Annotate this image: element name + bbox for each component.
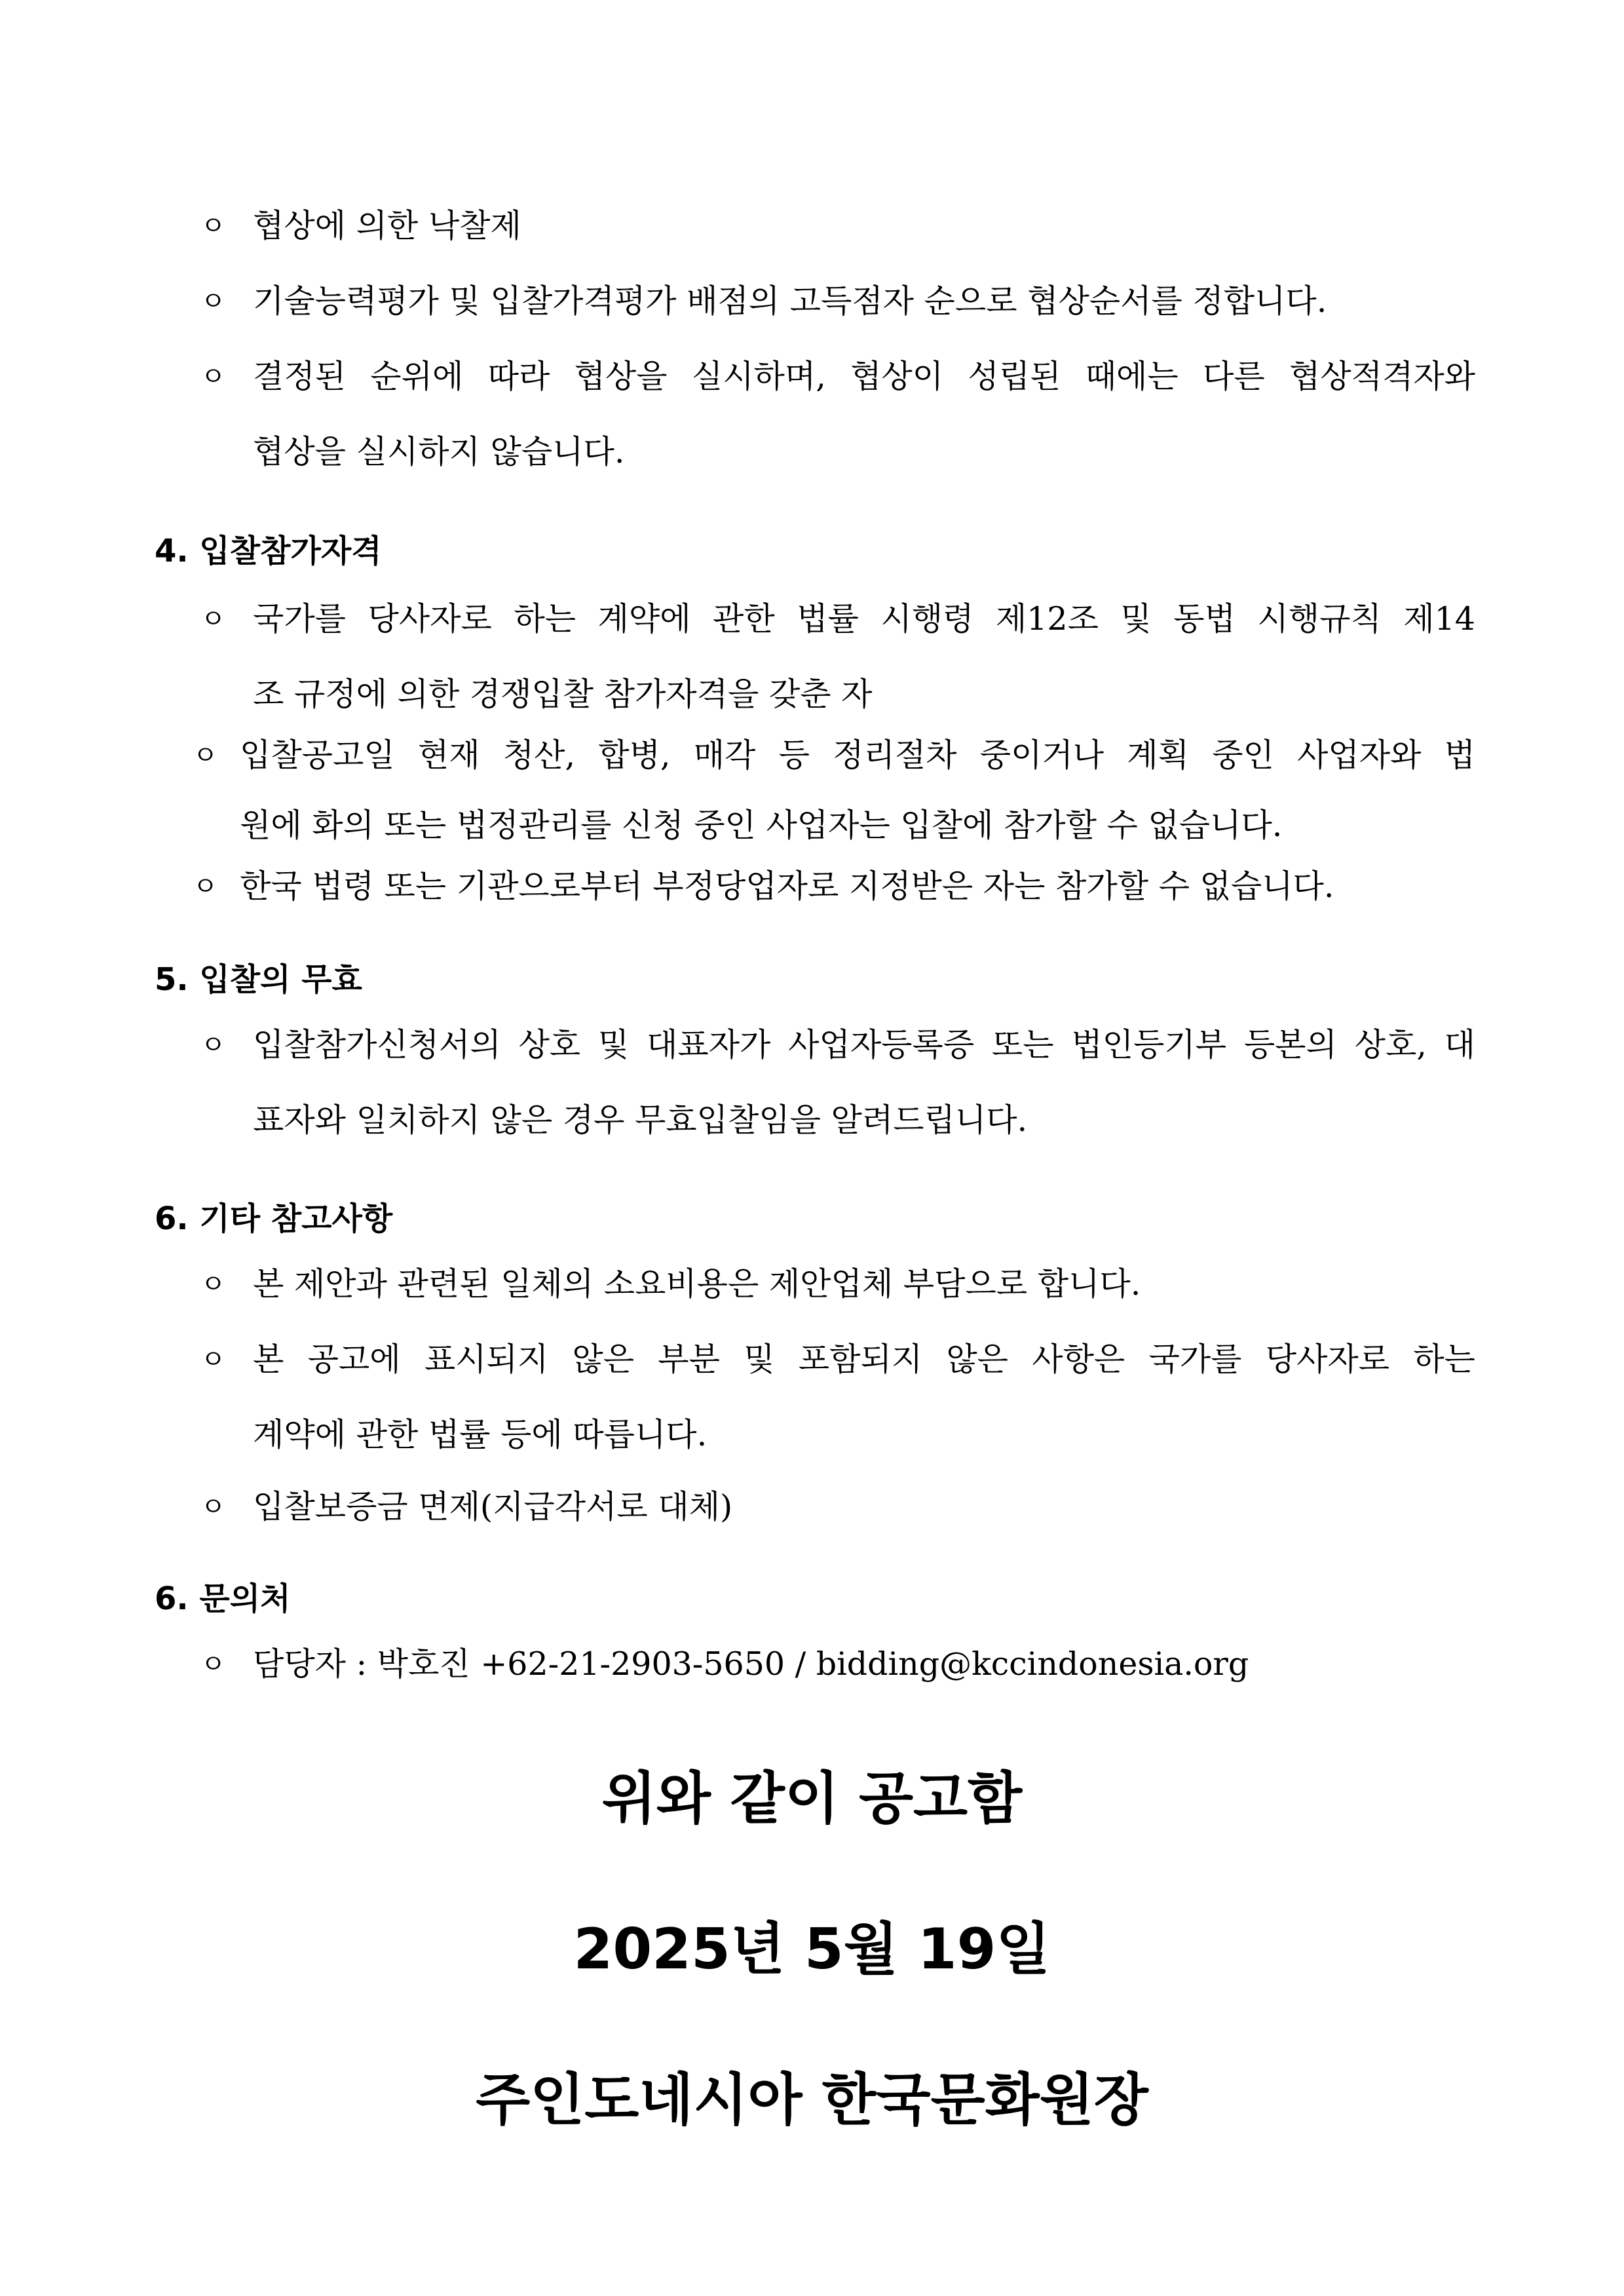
list-item: [0, 1484, 1624, 1530]
bullet-mark: ㅇ: [200, 1269, 226, 1299]
bullet-mark: ㅇ: [200, 1345, 226, 1375]
closing-statement: 위와 같이 공고함: [601, 1766, 1023, 1831]
list-item: [0, 596, 1624, 642]
list-item: [0, 1022, 1624, 1068]
contact-text: 담당자 : 박호진 +62-21-2903-5650 / bidding@kccindonesia.org: [253, 1645, 1249, 1683]
section-heading: 6. 기타 참고사항: [155, 1200, 393, 1237]
bullet-text-continuation: 협상을 실시하지 않습니다.: [253, 433, 625, 470]
section-heading: 5. 입찰의 무효: [155, 961, 362, 998]
list-item: [0, 278, 1624, 324]
bullet-text-continuation: 표자와 일치하지 않은 경우 무효입찰임을 알려드립니다.: [253, 1101, 1028, 1139]
announcement-date: 2025년 5월 19일: [573, 1917, 1051, 1982]
section-heading: 4. 입찰참가자격: [155, 533, 382, 569]
list-item: [0, 203, 1624, 249]
bullet-text: 입찰참가신청서의 상호 및 대표자가 사업자등록증 또는 법인등기부 등본의 상호, 대: [253, 1026, 1475, 1063]
bullet-mark: ㅇ: [200, 362, 226, 392]
list-item: [0, 1261, 1624, 1307]
bullet-mark: ㅇ: [193, 740, 218, 771]
bullet-text: 결정된 순위에 따라 협상을 실시하며, 협상이 성립된 때에는 다른 협상적격자와: [253, 358, 1475, 395]
bullet-mark: ㅇ: [200, 1030, 226, 1060]
list-item: [0, 1641, 1624, 1687]
bullet-text: 기술능력평가 및 입찰가격평가 배점의 고득점자 순으로 협상순서를 정합니다.: [253, 282, 1327, 320]
bullet-text: 입찰보증금 면제(지급각서로 대체): [253, 1488, 733, 1525]
issuer-name: 주인도네시아 한국문화원장: [476, 2067, 1148, 2133]
bullet-text: 한국 법령 또는 기관으로부터 부정당업자로 지정받은 자는 참가할 수 없습니다.: [240, 868, 1334, 905]
bullet-mark: ㅇ: [200, 604, 226, 634]
bullet-text: 본 제안과 관련된 일체의 소요비용은 제안업체 부담으로 합니다.: [253, 1265, 1141, 1303]
bullet-text: 국가를 당사자로 하는 계약에 관한 법률 시행령 제12조 및 동법 시행규칙 제14: [253, 600, 1475, 638]
bullet-mark: ㅇ: [200, 286, 226, 316]
bullet-text: 입찰공고일 현재 청산, 합병, 매각 등 정리절차 중이거나 계획 중인 사업자와 법: [240, 737, 1475, 774]
list-item: [0, 733, 1624, 778]
bullet-mark: ㅇ: [193, 871, 218, 902]
bullet-text: 협상에 의한 낙찰제: [253, 207, 521, 244]
bullet-text: 본 공고에 표시되지 않은 부분 및 포함되지 않은 사항은 국가를 당사자로 하는: [253, 1341, 1475, 1378]
list-item: [0, 1337, 1624, 1383]
list-item: [0, 864, 1624, 909]
bullet-text-continuation: 원에 화의 또는 법정관리를 신청 중인 사업자는 입찰에 참가할 수 없습니다.: [240, 807, 1283, 844]
bullet-text-continuation: 조 규정에 의한 경쟁입찰 참가자격을 갖춘 자: [253, 676, 873, 713]
bullet-mark: ㅇ: [200, 211, 226, 241]
bullet-text-continuation: 계약에 관한 법률 등에 따릅니다.: [253, 1416, 708, 1453]
bullet-mark: ㅇ: [200, 1492, 226, 1522]
section-heading: 6. 문의처: [155, 1580, 291, 1617]
list-item: [0, 354, 1624, 400]
bullet-mark: ㅇ: [200, 1649, 226, 1679]
